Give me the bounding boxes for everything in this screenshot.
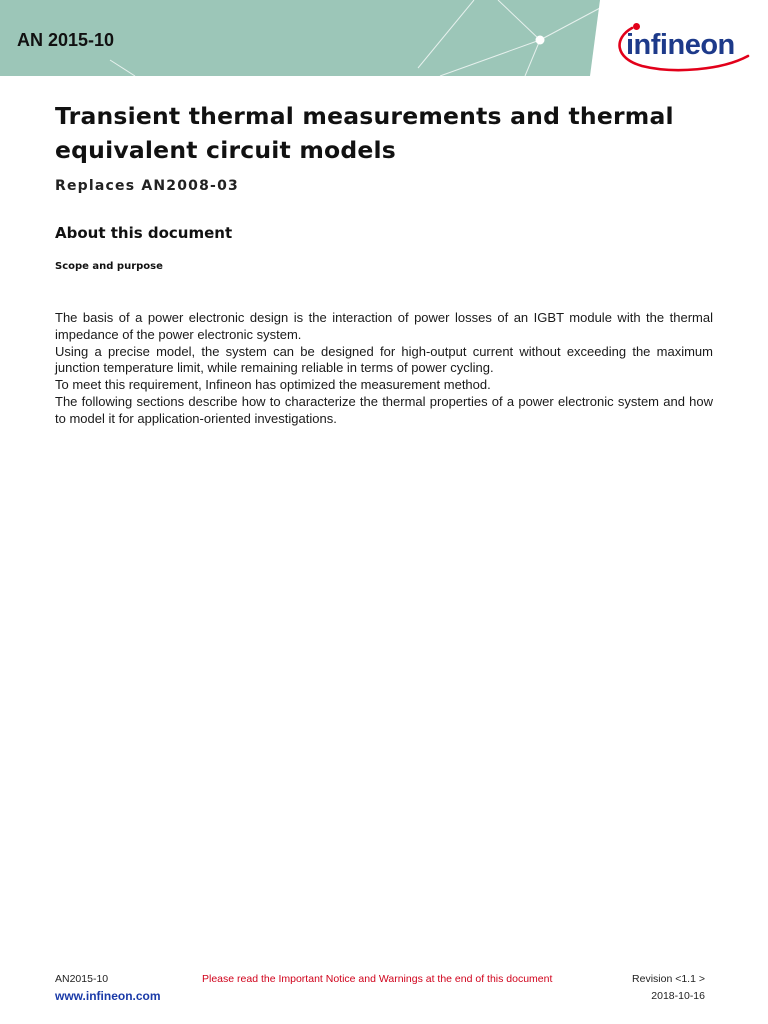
about-heading: About this document: [55, 224, 233, 242]
footer-notice: Please read the Important Notice and Warnings at the end of this document: [202, 973, 553, 985]
footer-document-id: AN2015-10: [55, 973, 109, 985]
body-paragraph: Using a precise model, the system can be designed for high-output current without exceeding the maximum junction temperature limit, while remaining reliable in terms of power cycling.: [55, 343, 713, 376]
infineon-logo: [612, 12, 752, 74]
body-paragraph: To meet this requirement, Infineon has optimized the measurement method.: [55, 377, 491, 393]
body-paragraph: The basis of a power electronic design is the interaction of power losses of an IGBT module with the thermal impedance of the power electronic system.: [55, 310, 713, 342]
scope-body: [55, 310, 713, 428]
footer-revision: Revision <1.1 >: [632, 973, 705, 985]
logo-wordmark: infineon: [626, 29, 735, 61]
header-network-node: [536, 36, 545, 45]
document-title: Transient thermal measurements and thermal equivalent circuit models: [55, 102, 674, 164]
footer-website-link[interactable]: www.infineon.com: [55, 989, 161, 1003]
scope-heading: Scope and purpose: [55, 261, 163, 272]
page-footer: [55, 973, 705, 1007]
replaces-note: Replaces AN2008-03: [55, 178, 239, 194]
footer-date: 2018-10-16: [651, 990, 705, 1002]
document-id: AN 2015-10: [17, 30, 115, 50]
body-paragraph: The following sections describe how to characterize the thermal properties of a power electronic system and how to model it for application-oriented investigations.: [55, 393, 713, 426]
